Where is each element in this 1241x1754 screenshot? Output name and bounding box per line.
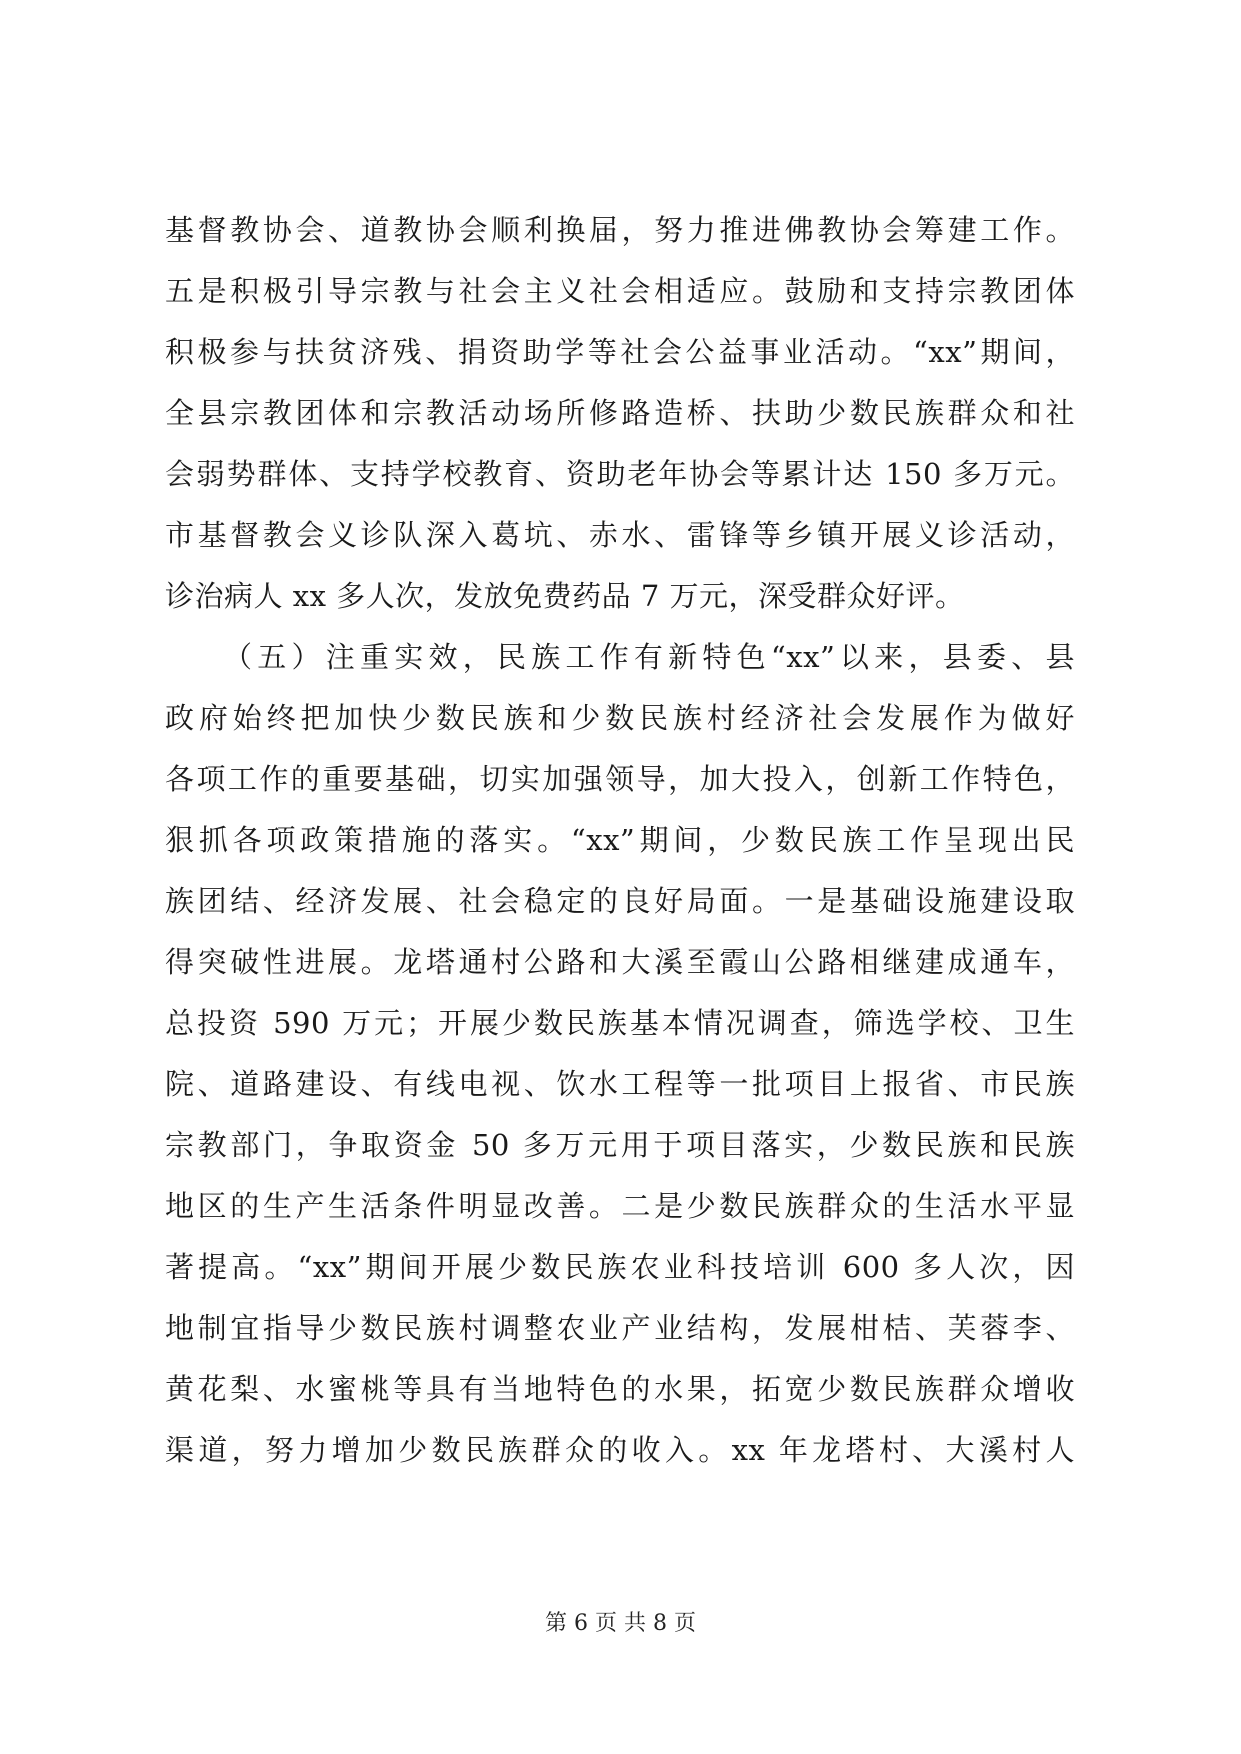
text-line: 族团结、经济发展、社会稳定的良好局面。一是基础设施建设取 [165,884,1075,918]
text-line: 院、道路建设、有线电视、饮水工程等一批项目上报省、市民族 [165,1067,1075,1101]
text-line: 得突破性进展。龙塔通村公路和大溪至霞山公路相继建成通车， [165,945,1075,979]
text-line: 全县宗教团体和宗教活动场所修路造桥、扶助少数民族群众和社 [165,396,1075,430]
text-line: 五是积极引导宗教与社会主义社会相适应。鼓励和支持宗教团体 [165,274,1075,308]
text-line: 政府始终把加快少数民族和少数民族村经济社会发展作为做好 [165,701,1075,735]
text-line: 地制宜指导少数民族村调整农业产业结构，发展柑桔、芙蓉李、 [165,1311,1075,1345]
page-footer: 第 6 页 共 8 页 [545,1611,696,1636]
text-line: 宗教部门，争取资金 50 多万元用于项目落实，少数民族和民族 [165,1128,1075,1162]
text-line: 地区的生产生活条件明显改善。二是少数民族群众的生活水平显 [165,1189,1075,1223]
text-line: （五）注重实效，民族工作有新特色“xx”以来，县委、县 [223,640,1075,674]
text-line: 市基督教会义诊队深入葛坑、赤水、雷锋等乡镇开展义诊活动， [165,518,1075,552]
text-line: 狠抓各项政策措施的落实。“xx”期间，少数民族工作呈现出民 [165,823,1075,857]
text-line: 基督教协会、道教协会顺利换届，努力推进佛教协会筹建工作。 [165,213,1075,247]
text-line: 积极参与扶贫济残、捐资助学等社会公益事业活动。“xx”期间， [165,335,1075,369]
text-line: 诊治病人 xx 多人次，发放免费药品 7 万元，深受群众好评。 [165,579,965,613]
text-line: 著提高。“xx”期间开展少数民族农业科技培训 600 多人次，因 [165,1250,1075,1284]
text-line: 黄花梨、水蜜桃等具有当地特色的水果，拓宽少数民族群众增收 [165,1372,1075,1406]
text-line: 总投资 590 万元；开展少数民族基本情况调查，筛选学校、卫生 [165,1006,1075,1040]
document-body [165,200,1075,1481]
text-line: 各项工作的重要基础，切实加强领导，加大投入，创新工作特色， [165,762,1075,796]
text-line: 渠道，努力增加少数民族群众的收入。xx 年龙塔村、大溪村人 [165,1433,1075,1467]
text-line: 会弱势群体、支持学校教育、资助老年协会等累计达 150 多万元。 [165,457,1075,491]
